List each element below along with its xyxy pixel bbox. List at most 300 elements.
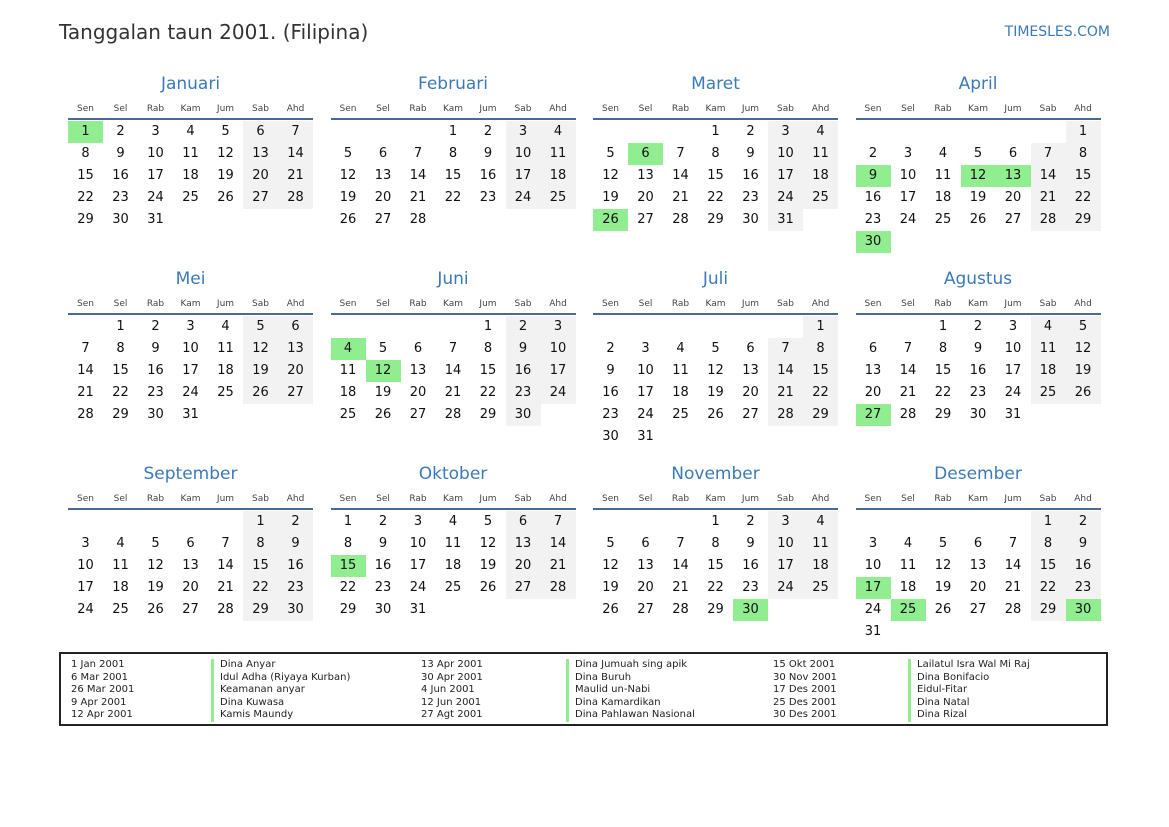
day-cell: 15 — [1031, 555, 1066, 577]
day-cell: 16 — [742, 168, 759, 183]
day-cell: 5 — [151, 536, 160, 551]
day-cell: 7 — [676, 146, 685, 161]
weekday-label: Sab — [777, 494, 794, 504]
day-cell: 16 — [278, 555, 313, 577]
day-cell: 1 — [343, 514, 353, 529]
month-name: Maret — [691, 74, 740, 94]
day-cell: 22 — [803, 382, 838, 404]
day-cell: 9 — [151, 341, 160, 356]
day-cell: 15 — [479, 363, 497, 378]
day-cell: 3 — [506, 121, 541, 143]
day-cell: 20 — [742, 385, 759, 400]
day-cell: 26 — [707, 407, 724, 422]
legend-holiday-name: Dina Pahlawan Nasional — [566, 709, 695, 722]
day-cell: 4 — [803, 121, 838, 143]
day-cell: 20 — [182, 580, 199, 595]
weekday-label: Jum — [741, 104, 760, 114]
legend-date: 15 Okt 2001 — [773, 659, 836, 670]
day-cell: 8 — [1066, 143, 1101, 165]
weekday-label: Kam — [705, 494, 726, 504]
weekday-label: Sen — [77, 104, 94, 114]
day-cell: 22 — [339, 580, 357, 595]
weekday-label: Kam — [967, 494, 989, 504]
holiday-day-cell: 30 — [856, 231, 891, 253]
day-cell: 28 — [672, 212, 689, 227]
day-cell: 28 — [541, 577, 576, 599]
legend-holiday-name: Kamis Maundy — [211, 709, 293, 722]
day-cell: 19 — [934, 580, 952, 595]
day-cell: 12 — [934, 558, 952, 573]
weekday-label: Sel — [113, 494, 128, 504]
weekday-label: Sel — [901, 494, 915, 504]
day-cell: 26 — [374, 407, 392, 422]
day-cell: 16 — [969, 363, 987, 378]
day-cell: 12 — [479, 536, 497, 551]
day-cell: 27 — [742, 407, 759, 422]
weekday-label: Rab — [146, 104, 165, 114]
day-cell: 6 — [413, 341, 423, 356]
day-cell: 1 — [711, 124, 720, 139]
day-cell: 8 — [343, 536, 353, 551]
weekday-label: Rab — [934, 104, 952, 114]
day-cell: 14 — [672, 558, 689, 573]
weekday-label: Sab — [252, 104, 269, 114]
weekday-label: Sel — [901, 104, 915, 114]
day-cell: 22 — [1031, 577, 1066, 599]
day-cell: 5 — [938, 536, 948, 551]
day-cell: 19 — [1066, 360, 1101, 382]
weekday-label: Jum — [1004, 494, 1022, 504]
legend-holiday-name: Idul Adha (Riyaya Kurban) — [211, 672, 350, 685]
day-cell: 9 — [746, 146, 755, 161]
weekday-label: Ahd — [286, 494, 305, 504]
day-cell: 13 — [637, 558, 654, 573]
day-cell: 22 — [243, 577, 278, 599]
day-cell: 20 — [243, 165, 278, 187]
month-divider — [68, 118, 313, 120]
day-cell: 18 — [541, 165, 576, 187]
day-cell: 24 — [506, 187, 541, 209]
day-cell: 17 — [77, 580, 94, 595]
weekday-label: Sen — [339, 104, 357, 114]
day-cell: 27 — [374, 212, 392, 227]
day-cell: 6 — [1008, 146, 1018, 161]
legend-date: 30 Nov 2001 — [773, 671, 838, 683]
month-divider — [593, 118, 838, 120]
legend-holiday-name: Dina Natal — [908, 697, 970, 710]
day-cell: 10 — [864, 558, 882, 573]
day-cell: 22 — [479, 385, 497, 400]
weekday-label: Sab — [514, 104, 532, 114]
day-cell: 28 — [1004, 602, 1022, 617]
day-cell: 2 — [1066, 511, 1101, 533]
day-cell: 28 — [444, 407, 462, 422]
legend-holiday-name: Dina Buruh — [566, 672, 631, 685]
month-name: Februari — [418, 74, 488, 94]
day-cell: 17 — [409, 558, 427, 573]
legend-holiday-name: Dina Jumuah sing apik — [566, 659, 687, 672]
day-cell: 6 — [243, 121, 278, 143]
day-cell: 5 — [483, 514, 493, 529]
day-cell: 19 — [374, 385, 392, 400]
legend-date: 9 Apr 2001 — [71, 696, 127, 708]
day-cell: 15 — [934, 363, 952, 378]
day-cell: 9 — [378, 536, 388, 551]
day-cell: 13 — [969, 558, 987, 573]
weekday-label: Sen — [77, 299, 94, 309]
day-cell: 7 — [1031, 143, 1066, 165]
weekday-label: Sen — [864, 104, 882, 114]
day-cell: 21 — [541, 555, 576, 577]
weekday-label: Ahd — [811, 299, 830, 309]
day-cell: 26 — [339, 212, 357, 227]
day-cell: 4 — [541, 121, 576, 143]
day-cell: 7 — [1008, 536, 1018, 551]
day-cell: 9 — [606, 363, 615, 378]
weekday-label: Jum — [479, 494, 497, 504]
day-cell: 27 — [969, 602, 987, 617]
site-link[interactable]: TIMESLES.COM — [1004, 24, 1110, 40]
legend-holiday-name: Dina Anyar — [211, 659, 275, 672]
day-cell: 22 — [444, 190, 462, 205]
day-cell: 28 — [409, 212, 427, 227]
day-cell: 1 — [243, 511, 278, 533]
day-cell: 29 — [112, 407, 129, 422]
day-cell: 30 — [602, 429, 619, 444]
day-cell: 12 — [217, 146, 234, 161]
day-cell: 5 — [378, 341, 388, 356]
day-cell: 20 — [637, 190, 654, 205]
day-cell: 24 — [541, 382, 576, 404]
holiday-day-cell: 12 — [366, 360, 401, 382]
weekday-label: Sel — [113, 104, 128, 114]
day-cell: 4 — [221, 319, 230, 334]
day-cell: 21 — [77, 385, 94, 400]
weekday-label: Sab — [252, 494, 269, 504]
day-cell: 31 — [1004, 407, 1022, 422]
day-cell: 28 — [768, 404, 803, 426]
legend-date: 13 Apr 2001 — [421, 659, 483, 670]
day-cell: 9 — [483, 146, 493, 161]
day-cell: 13 — [374, 168, 392, 183]
day-cell: 28 — [278, 187, 313, 209]
day-cell: 22 — [934, 385, 952, 400]
day-cell: 16 — [479, 168, 497, 183]
day-cell: 2 — [151, 319, 160, 334]
day-cell: 23 — [506, 382, 541, 404]
day-cell: 20 — [409, 385, 427, 400]
legend-holiday-name: Dina Rizal — [908, 709, 967, 722]
day-cell: 23 — [479, 190, 497, 205]
day-cell: 1 — [1031, 511, 1066, 533]
legend-date: 17 Des 2001 — [773, 684, 837, 696]
day-cell: 22 — [707, 580, 724, 595]
day-cell: 17 — [147, 168, 164, 183]
weekday-label: Ahd — [811, 104, 830, 114]
day-cell: 7 — [903, 341, 913, 356]
day-cell: 21 — [768, 382, 803, 404]
day-cell: 3 — [768, 511, 803, 533]
weekday-label: Jum — [216, 299, 235, 309]
day-cell: 18 — [339, 385, 357, 400]
day-cell: 29 — [707, 212, 724, 227]
day-cell: 6 — [746, 341, 755, 356]
day-cell: 5 — [243, 316, 278, 338]
day-cell: 22 — [707, 190, 724, 205]
weekday-label: Ahd — [549, 299, 567, 309]
day-cell: 21 — [1031, 187, 1066, 209]
holiday-day-cell: 12 — [961, 165, 996, 187]
weekday-label: Jum — [1004, 104, 1022, 114]
day-cell: 9 — [1066, 533, 1101, 555]
day-cell: 25 — [934, 212, 952, 227]
day-cell: 23 — [1066, 577, 1101, 599]
day-cell: 15 — [803, 360, 838, 382]
legend-holiday-name: Eidul-Fitar — [908, 684, 967, 697]
day-cell: 16 — [602, 385, 619, 400]
day-cell: 16 — [864, 190, 882, 205]
day-cell: 17 — [768, 555, 803, 577]
weekday-label: Sel — [376, 494, 390, 504]
day-cell: 26 — [602, 602, 619, 617]
day-cell: 14 — [768, 360, 803, 382]
day-cell: 12 — [147, 558, 164, 573]
weekday-label: Ahd — [286, 104, 305, 114]
weekday-label: Ahd — [549, 104, 567, 114]
day-cell: 19 — [243, 360, 278, 382]
month-name: Agustus — [943, 269, 1013, 289]
weekday-label: Sen — [339, 299, 357, 309]
weekday-label: Jum — [1004, 299, 1022, 309]
month-name: Januari — [160, 74, 221, 94]
weekday-label: Sel — [638, 104, 653, 114]
day-cell: 16 — [374, 558, 392, 573]
holiday-legend — [59, 652, 1108, 726]
legend-date: 6 Mar 2001 — [71, 671, 129, 683]
day-cell: 15 — [77, 168, 94, 183]
month-divider — [68, 313, 313, 315]
weekday-label: Rab — [934, 299, 952, 309]
weekday-label: Sen — [77, 494, 94, 504]
day-cell: 29 — [339, 602, 357, 617]
day-cell: 9 — [116, 146, 125, 161]
day-cell: 10 — [637, 363, 654, 378]
weekday-label: Kam — [180, 299, 201, 309]
month-name: November — [671, 464, 760, 484]
day-cell: 25 — [444, 580, 462, 595]
holiday-day-cell: 6 — [628, 143, 663, 165]
weekday-label: Ahd — [286, 299, 305, 309]
day-cell: 10 — [147, 146, 164, 161]
day-cell: 3 — [903, 146, 913, 161]
day-cell: 21 — [899, 385, 917, 400]
day-cell: 3 — [186, 319, 195, 334]
day-cell: 24 — [637, 407, 654, 422]
day-cell: 25 — [803, 577, 838, 599]
day-cell: 3 — [151, 124, 160, 139]
day-cell: 15 — [1066, 165, 1101, 187]
holiday-day-cell: 30 — [1066, 599, 1101, 621]
day-cell: 3 — [1008, 319, 1018, 334]
day-cell: 7 — [413, 146, 423, 161]
day-cell: 26 — [243, 382, 278, 404]
day-cell: 24 — [899, 212, 917, 227]
day-cell: 25 — [803, 187, 838, 209]
day-cell: 10 — [506, 143, 541, 165]
day-cell: 23 — [742, 580, 759, 595]
day-cell: 26 — [147, 602, 164, 617]
day-cell: 16 — [506, 360, 541, 382]
day-cell: 15 — [707, 558, 724, 573]
day-cell: 2 — [868, 146, 878, 161]
weekday-label: Sab — [1039, 494, 1057, 504]
weekday-label: Sen — [602, 104, 619, 114]
month-name: Mei — [175, 269, 206, 289]
weekday-label: Kam — [442, 494, 464, 504]
day-cell: 29 — [934, 407, 952, 422]
day-cell: 28 — [1031, 209, 1066, 231]
day-cell: 20 — [506, 555, 541, 577]
day-cell: 4 — [116, 536, 125, 551]
day-cell: 14 — [409, 168, 427, 183]
day-cell: 18 — [1031, 360, 1066, 382]
weekday-label: Rab — [146, 299, 165, 309]
day-cell: 4 — [448, 514, 458, 529]
weekday-label: Rab — [671, 299, 690, 309]
day-cell: 11 — [1031, 338, 1066, 360]
day-cell: 30 — [112, 212, 129, 227]
day-cell: 23 — [602, 407, 619, 422]
day-cell: 24 — [768, 187, 803, 209]
weekday-label: Rab — [409, 104, 427, 114]
day-cell: 5 — [1066, 316, 1101, 338]
day-cell: 6 — [278, 316, 313, 338]
weekday-label: Sab — [1039, 299, 1057, 309]
weekday-label: Sab — [252, 299, 269, 309]
day-cell: 24 — [77, 602, 94, 617]
day-cell: 2 — [116, 124, 125, 139]
day-cell: 25 — [339, 407, 357, 422]
day-cell: 2 — [606, 341, 615, 356]
weekday-label: Sel — [113, 299, 128, 309]
day-cell: 27 — [637, 212, 654, 227]
day-cell: 18 — [899, 580, 917, 595]
weekday-label: Kam — [180, 494, 201, 504]
weekday-label: Ahd — [1074, 494, 1092, 504]
day-cell: 4 — [903, 536, 913, 551]
day-cell: 26 — [934, 602, 952, 617]
day-cell: 12 — [243, 338, 278, 360]
day-cell: 27 — [409, 407, 427, 422]
weekday-label: Sel — [376, 299, 390, 309]
day-cell: 10 — [1004, 341, 1022, 356]
day-cell: 11 — [339, 363, 357, 378]
day-cell: 11 — [803, 533, 838, 555]
day-cell: 11 — [217, 341, 234, 356]
day-cell: 15 — [112, 363, 129, 378]
legend-date: 26 Mar 2001 — [71, 684, 135, 696]
day-cell: 11 — [934, 168, 952, 183]
month-name: April — [958, 74, 998, 94]
day-cell: 11 — [541, 143, 576, 165]
weekday-label: Sab — [514, 494, 532, 504]
day-cell: 14 — [1031, 165, 1066, 187]
weekday-label: Ahd — [811, 494, 830, 504]
holiday-day-cell: 4 — [331, 338, 366, 360]
day-cell: 13 — [864, 363, 882, 378]
day-cell: 15 — [444, 168, 462, 183]
weekday-label: Kam — [442, 299, 464, 309]
day-cell: 19 — [602, 580, 619, 595]
day-cell: 31 — [182, 407, 199, 422]
day-cell: 6 — [506, 511, 541, 533]
day-cell: 17 — [637, 385, 654, 400]
day-cell: 24 — [1004, 385, 1022, 400]
day-cell: 1 — [483, 319, 493, 334]
day-cell: 21 — [672, 580, 689, 595]
day-cell: 17 — [768, 165, 803, 187]
day-cell: 19 — [707, 385, 724, 400]
month-name: Juli — [702, 269, 729, 289]
day-cell: 25 — [112, 602, 129, 617]
day-cell: 29 — [1066, 209, 1101, 231]
holiday-day-cell: 13 — [996, 165, 1031, 187]
month-divider — [331, 508, 576, 510]
day-cell: 6 — [378, 146, 388, 161]
day-cell: 22 — [112, 385, 129, 400]
day-cell: 13 — [742, 363, 759, 378]
day-cell: 5 — [606, 146, 615, 161]
day-cell: 5 — [606, 536, 615, 551]
day-cell: 19 — [602, 190, 619, 205]
day-cell: 25 — [182, 190, 199, 205]
month-divider — [856, 313, 1101, 315]
weekday-label: Sen — [864, 494, 882, 504]
day-cell: 1 — [1066, 121, 1101, 143]
day-cell: 13 — [243, 143, 278, 165]
month-divider — [856, 508, 1101, 510]
day-cell: 8 — [711, 146, 720, 161]
day-cell: 13 — [637, 168, 654, 183]
legend-date: 27 Agt 2001 — [421, 709, 483, 721]
day-cell: 8 — [938, 341, 948, 356]
holiday-day-cell: 27 — [856, 404, 891, 426]
weekday-label: Sen — [339, 494, 357, 504]
day-cell: 10 — [182, 341, 199, 356]
weekday-label: Sab — [777, 104, 794, 114]
weekday-label: Kam — [442, 104, 464, 114]
day-cell: 18 — [934, 190, 952, 205]
holiday-day-cell: 25 — [891, 599, 926, 621]
day-cell: 14 — [444, 363, 462, 378]
day-cell: 17 — [541, 360, 576, 382]
day-cell: 28 — [217, 602, 234, 617]
day-cell: 1 — [448, 124, 458, 139]
weekday-label: Sab — [1039, 104, 1057, 114]
day-cell: 30 — [147, 407, 164, 422]
day-cell: 14 — [217, 558, 234, 573]
day-cell: 9 — [746, 536, 755, 551]
day-cell: 20 — [1004, 190, 1022, 205]
day-cell: 27 — [182, 602, 199, 617]
day-cell: 4 — [1031, 316, 1066, 338]
day-cell: 13 — [409, 363, 427, 378]
day-cell: 26 — [479, 580, 497, 595]
day-cell: 26 — [969, 212, 987, 227]
day-cell: 11 — [444, 536, 462, 551]
day-cell: 23 — [742, 190, 759, 205]
day-cell: 10 — [409, 536, 427, 551]
